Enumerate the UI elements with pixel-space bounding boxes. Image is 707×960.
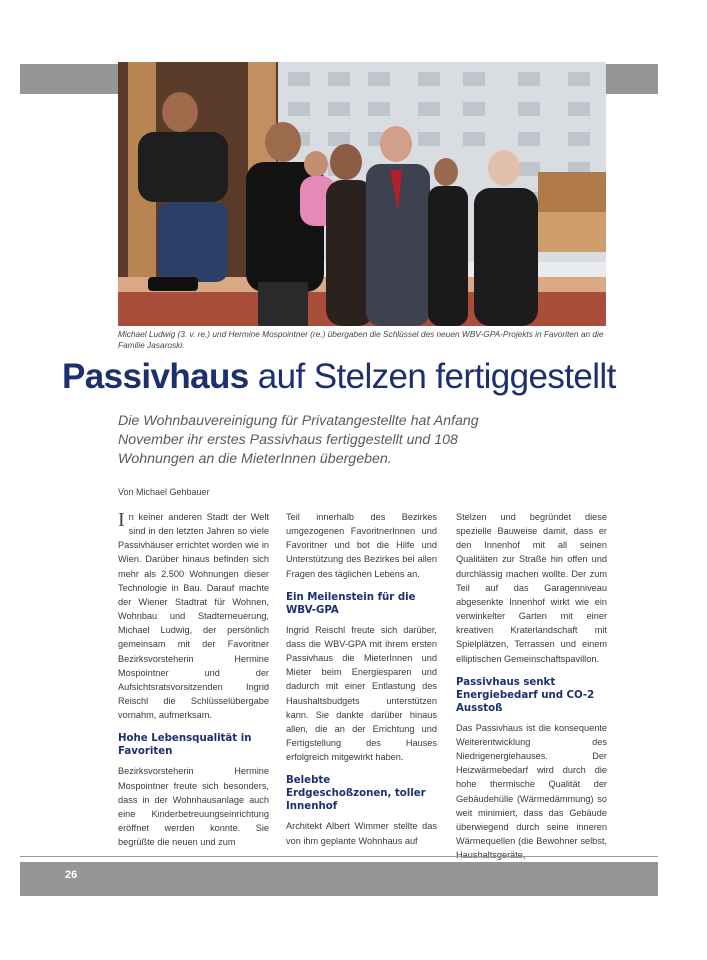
title-bold-part: Passivhaus <box>62 357 249 396</box>
photo-caption: Michael Ludwig (3. v. re.) und Hermine Mospointner (re.) übergaben die Schlüssel des neuen WBV-GPA-Projekts in Favoriten an die Familie Jasaroski. <box>118 329 604 350</box>
paragraph: Ingrid Reischl freute sich darüber, dass die WBV-GPA mit ihrem ersten Passivhaus die MieterInnen und Mieter beim Energiesparen und dadurch mit einer Entlastung des Haushaltsbudgets unterstützen kann. Sie dankte darüber hinaus allen, die an der Errichtung und Fertigstellung des Hauses erfolgreich mitgewirkt haben. <box>286 624 437 763</box>
subheading: Ein Meilenstein für die WBV-GPA <box>286 591 416 616</box>
paragraph <box>118 510 269 722</box>
paragraph: Architekt Albert Wimmer stellte das von ihm geplante Wohnhaus auf <box>286 821 437 846</box>
subheading: Hohe Lebensqualität in Favoriten <box>118 733 252 758</box>
footer-rule <box>20 856 658 857</box>
lead-paragraph: Die Wohnbauvereinigung für Privatangestellte hat Anfang November ihr erstes Passivhaus fertiggestellt und 108 Wohnungen an die MieterInnen übergeben. <box>118 413 479 467</box>
paragraph: Teil innerhalb des Bezirkes umgezogenen FavoritnerInnen und Favoritner und bot die Hilfe und Unterstützung des Bezirkes bei allen Fragen des täglichen Lebens an. <box>286 512 437 579</box>
article-column-2 <box>286 510 437 848</box>
paragraph-text: n keiner anderen Stadt der Welt sind in den letzten Jahren so viele Passivhäuser errichtet worden wie in Wien. Darüber hinaus befinden sich mehr als 2.500 Wohnungen dieser Technologie in Bau. Darauf machte der Wiener Stadtrat für Wohnen, Wohnbau und Stadterneuerung, Michael Ludwig, der persönlich gemeinsam mit der Favoritner Bezirksvorsteherin Hermine Mospointner und der Aufsichtsratsvorsitzenden Ingrid Reischl die Schlüsselübergabe vornahm, aufmerksam. <box>118 512 269 721</box>
paragraph: Stelzen und begründet diese spezielle Bauweise damit, dass er den Innenhof mit all seinen Qualitäten zur Straße hin offen und durchlässig machen wollte. Der zum Teil auf das Garagenniveau abgesenkte Innenhof wirkt wie ein verwinkelter Garten mit einer kreativen Kraterlandschaft mit Spielplätzen, Terrassen und einem elliptischen Gemeinschaftspavillon. <box>456 512 607 664</box>
article-column-1 <box>118 510 269 849</box>
title-rest: auf Stelzen fertiggestellt <box>257 357 616 396</box>
paragraph: Das Passivhaus ist die konsequente Weiterentwicklung des Niedrigenergiehauses. Der Heizwärmebedarf wird durch die hohe thermische Qualität der Gebäudehülle (Wärmedämmung) so weit minimiert, dass das Gebäude überwiegend durch seine inneren Wärmequellen (die Bewohner selbst, <box>456 722 607 846</box>
paragraph: Bezirksvorsteherin Hermine Mospointner freute sich besonders, dass in der Wohnhausanlage auch eine Kinderbetreuungseinrichtung eröffnet werden konnte. Sie begrüßte die neuen und zum <box>118 766 269 848</box>
page-number: 26 <box>65 869 78 881</box>
subheading: Belebte Erdgeschoßzonen, toller Innenhof <box>286 775 426 813</box>
article-photo <box>118 62 707 326</box>
article-title <box>62 357 616 397</box>
footer-bar <box>20 862 658 896</box>
photo-illustration <box>118 62 606 326</box>
drop-cap: I <box>118 509 125 531</box>
photo-credit: www.ideefoto.com <box>701 250 707 302</box>
subheading: Passivhaus senkt Energiebedarf und CO-2 Ausstoß <box>456 676 595 714</box>
author-line: Von Michael Gehbauer <box>118 487 210 497</box>
article-column-3 <box>456 510 607 876</box>
